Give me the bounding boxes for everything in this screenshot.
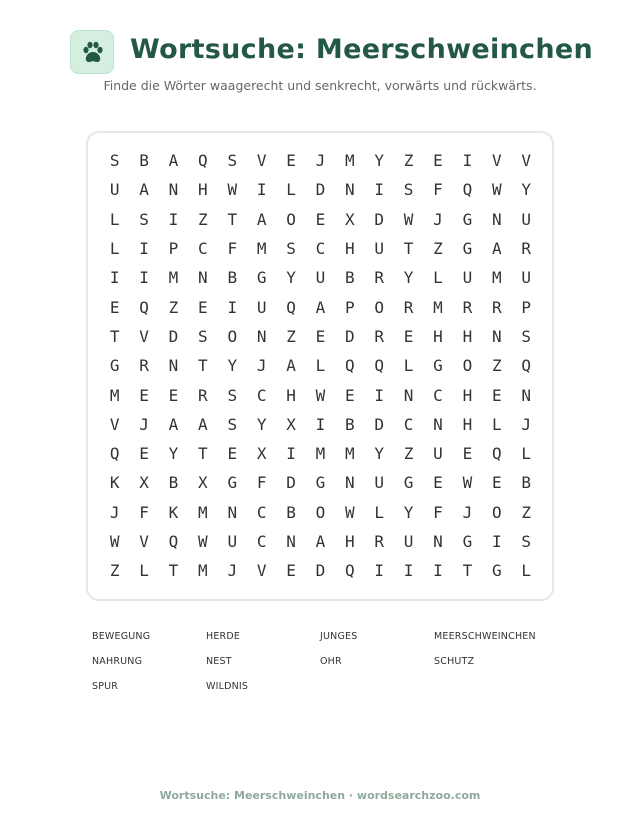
grid-cell[interactable]: R bbox=[374, 532, 385, 551]
grid-cell[interactable]: I bbox=[403, 561, 414, 581]
grid-cell[interactable]: U bbox=[374, 473, 385, 493]
grid-cell[interactable]: E bbox=[139, 385, 149, 405]
grid-cell[interactable]: L bbox=[521, 561, 531, 581]
grid-cell[interactable]: I bbox=[227, 297, 238, 317]
grid-cell[interactable]: J bbox=[139, 414, 149, 434]
grid-cell[interactable]: N bbox=[168, 356, 179, 376]
grid-cell[interactable]: V bbox=[109, 414, 120, 434]
grid-cell[interactable]: L bbox=[521, 444, 531, 464]
grid-cell[interactable]: V bbox=[491, 151, 502, 171]
grid-cell[interactable]: I bbox=[109, 268, 120, 288]
word-list-item: MEERSCHWEINCHEN bbox=[434, 631, 536, 642]
grid-cell[interactable]: X bbox=[286, 414, 296, 434]
grid-cell[interactable]: E bbox=[109, 297, 120, 317]
grid-cell[interactable]: E bbox=[491, 385, 502, 405]
grid-cell[interactable]: D bbox=[286, 473, 296, 493]
grid-cell[interactable]: E bbox=[139, 444, 149, 464]
grid-cell[interactable]: S bbox=[227, 385, 238, 405]
grid-cell[interactable]: G bbox=[491, 561, 502, 581]
grid-cell[interactable]: R bbox=[374, 268, 385, 288]
grid-cell[interactable]: O bbox=[462, 356, 473, 376]
grid-cell[interactable]: E bbox=[345, 385, 355, 405]
grid-cell[interactable]: E bbox=[315, 326, 326, 346]
grid-cell[interactable]: Y bbox=[403, 502, 414, 522]
grid-cell[interactable]: M bbox=[345, 444, 355, 464]
grid-cell[interactable]: W bbox=[109, 532, 120, 551]
grid-cell[interactable]: L bbox=[491, 414, 502, 434]
grid-cell[interactable]: Q bbox=[286, 297, 296, 317]
grid-cell[interactable]: B bbox=[227, 268, 238, 288]
grid-cell[interactable]: B bbox=[286, 502, 296, 522]
grid-cell[interactable]: G bbox=[256, 268, 267, 288]
grid-cell[interactable]: W bbox=[198, 532, 208, 551]
grid-cell[interactable]: B bbox=[345, 268, 355, 288]
grid-cell[interactable]: Q bbox=[491, 444, 502, 464]
grid-cell[interactable]: L bbox=[403, 356, 414, 376]
grid-cell[interactable]: L bbox=[139, 561, 149, 581]
grid-cell[interactable]: T bbox=[198, 356, 208, 376]
grid-cell[interactable]: N bbox=[491, 209, 502, 229]
grid-cell[interactable]: H bbox=[462, 385, 473, 405]
grid-cell[interactable]: W bbox=[403, 209, 414, 229]
grid-cell[interactable]: N bbox=[198, 268, 208, 288]
grid-cell[interactable]: G bbox=[462, 209, 473, 229]
grid-cell[interactable]: U bbox=[433, 444, 443, 464]
grid-cell[interactable]: U bbox=[315, 268, 326, 288]
grid-cell[interactable]: G bbox=[403, 473, 414, 493]
grid-cell[interactable]: Z bbox=[168, 297, 179, 317]
grid-cell[interactable]: I bbox=[433, 561, 443, 581]
grid-cell[interactable]: T bbox=[198, 444, 208, 464]
grid-cell[interactable]: N bbox=[256, 326, 267, 346]
grid-cell[interactable]: S bbox=[109, 151, 120, 171]
grid-cell[interactable]: Q bbox=[462, 180, 473, 200]
grid-cell[interactable]: S bbox=[227, 414, 238, 434]
grid-cell[interactable]: X bbox=[139, 473, 149, 493]
word-list-item: BEWEGUNG bbox=[92, 631, 151, 642]
grid-cell[interactable]: L bbox=[433, 268, 443, 288]
word-list-item: SPUR bbox=[92, 681, 119, 692]
grid-cell[interactable]: I bbox=[491, 532, 502, 551]
grid-cell[interactable]: F bbox=[256, 473, 267, 493]
word-list-item: SCHUTZ bbox=[434, 656, 475, 667]
grid-cell[interactable]: Z bbox=[403, 151, 414, 171]
grid-cell[interactable]: S bbox=[521, 532, 531, 551]
grid-cell[interactable]: R bbox=[139, 356, 149, 376]
grid-cell[interactable]: T bbox=[227, 209, 238, 229]
grid-cell[interactable]: G bbox=[315, 473, 326, 493]
grid-cell[interactable]: H bbox=[345, 532, 355, 551]
grid-cell[interactable]: M bbox=[168, 268, 179, 288]
grid-cell[interactable]: U bbox=[256, 297, 267, 317]
grid-cell[interactable]: I bbox=[286, 444, 296, 464]
grid-cell[interactable]: N bbox=[286, 532, 296, 551]
grid-cell[interactable]: V bbox=[256, 561, 267, 581]
grid-cell[interactable]: N bbox=[433, 532, 443, 551]
grid-cell[interactable]: Q bbox=[109, 444, 120, 464]
paw-icon bbox=[80, 40, 106, 66]
grid-cell[interactable]: N bbox=[433, 414, 443, 434]
word-list-item: WILDNIS bbox=[206, 681, 249, 692]
grid-cell[interactable]: L bbox=[109, 239, 120, 259]
grid-cell[interactable]: F bbox=[227, 239, 238, 259]
grid-cell[interactable]: E bbox=[315, 209, 326, 229]
grid-cell[interactable]: W bbox=[491, 180, 502, 200]
grid-cell[interactable]: J bbox=[315, 151, 326, 171]
grid-cell[interactable]: R bbox=[374, 326, 385, 346]
grid-cell[interactable]: I bbox=[315, 414, 326, 434]
grid-cell[interactable]: E bbox=[286, 561, 296, 581]
grid-cell[interactable]: H bbox=[433, 326, 443, 346]
grid-cell[interactable]: N bbox=[227, 502, 238, 522]
grid-cell[interactable]: W bbox=[462, 473, 473, 493]
grid-cell[interactable]: U bbox=[109, 180, 120, 200]
grid-cell[interactable]: S bbox=[139, 209, 149, 229]
grid-cell[interactable]: D bbox=[374, 414, 385, 434]
grid-cell[interactable]: D bbox=[315, 180, 326, 200]
grid-cell[interactable]: P bbox=[521, 297, 531, 317]
grid-cell[interactable]: Y bbox=[168, 444, 179, 464]
letter-grid bbox=[100, 146, 541, 585]
grid-cell[interactable]: R bbox=[198, 385, 208, 405]
grid-cell[interactable]: U bbox=[403, 532, 414, 551]
grid-cell[interactable]: Q bbox=[521, 356, 531, 376]
grid-cell[interactable]: C bbox=[315, 239, 326, 259]
grid-cell[interactable]: A bbox=[168, 414, 179, 434]
grid-cell[interactable]: J bbox=[109, 502, 120, 522]
grid-cell[interactable]: E bbox=[462, 444, 473, 464]
grid-cell[interactable]: A bbox=[256, 209, 267, 229]
grid-cell[interactable]: T bbox=[109, 326, 120, 346]
grid-cell[interactable]: Y bbox=[227, 356, 238, 376]
grid-cell[interactable]: J bbox=[256, 356, 267, 376]
grid-cell[interactable]: N bbox=[491, 326, 502, 346]
grid-cell[interactable]: B bbox=[521, 473, 531, 493]
grid-cell[interactable]: E bbox=[403, 326, 414, 346]
grid-cell[interactable]: N bbox=[168, 180, 179, 200]
grid-cell[interactable]: Z bbox=[491, 356, 502, 376]
grid-cell[interactable]: P bbox=[168, 239, 179, 259]
grid-cell[interactable]: I bbox=[256, 180, 267, 200]
grid-cell[interactable]: N bbox=[521, 385, 531, 405]
grid-cell[interactable]: A bbox=[491, 239, 502, 259]
grid-cell[interactable]: V bbox=[256, 151, 267, 171]
grid-cell[interactable]: T bbox=[168, 561, 179, 581]
grid-cell[interactable]: J bbox=[521, 414, 531, 434]
header bbox=[0, 28, 640, 76]
grid-cell[interactable]: E bbox=[433, 473, 443, 493]
grid-cell[interactable]: U bbox=[462, 268, 473, 288]
page-title: Wortsuche: Meerschweinchen bbox=[130, 34, 594, 65]
grid-cell[interactable]: R bbox=[403, 297, 414, 317]
grid-cell[interactable]: J bbox=[462, 502, 473, 522]
grid-cell[interactable]: B bbox=[345, 414, 355, 434]
grid-cell[interactable]: C bbox=[403, 414, 414, 434]
grid-cell[interactable]: L bbox=[286, 180, 296, 200]
grid-cell[interactable]: S bbox=[521, 326, 531, 346]
grid-cell[interactable]: R bbox=[462, 297, 473, 317]
grid-cell[interactable]: I bbox=[168, 209, 179, 229]
grid-cell[interactable]: Q bbox=[198, 151, 208, 171]
grid-cell[interactable]: M bbox=[198, 561, 208, 581]
word-list bbox=[92, 631, 574, 706]
grid-cell[interactable]: F bbox=[433, 502, 443, 522]
grid-cell[interactable]: A bbox=[198, 414, 208, 434]
grid-cell[interactable]: C bbox=[433, 385, 443, 405]
grid-cell[interactable]: X bbox=[345, 209, 355, 229]
grid-cell[interactable]: Z bbox=[109, 561, 120, 581]
grid-cell[interactable]: Z bbox=[286, 326, 296, 346]
grid-cell[interactable]: V bbox=[521, 151, 531, 171]
grid-cell[interactable]: C bbox=[198, 239, 208, 259]
grid-cell[interactable]: A bbox=[315, 532, 326, 551]
grid-cell[interactable]: W bbox=[227, 180, 238, 200]
word-list-item: HERDE bbox=[206, 631, 241, 642]
grid-cell[interactable]: Y bbox=[403, 268, 414, 288]
grid-cell[interactable]: Q bbox=[139, 297, 149, 317]
grid-cell[interactable]: O bbox=[227, 326, 238, 346]
grid-cell[interactable]: I bbox=[374, 180, 385, 200]
grid-cell[interactable]: N bbox=[345, 473, 355, 493]
footer: Wortsuche: Meerschweinchen · wordsearchzoo.com bbox=[159, 789, 481, 802]
grid-cell[interactable]: I bbox=[139, 268, 149, 288]
grid-cell[interactable]: L bbox=[109, 209, 120, 229]
grid-cell[interactable]: F bbox=[433, 180, 443, 200]
grid-cell[interactable]: Q bbox=[345, 561, 355, 581]
grid-cell[interactable]: S bbox=[403, 180, 414, 200]
grid-cell[interactable]: Z bbox=[433, 239, 443, 259]
grid-cell[interactable]: C bbox=[256, 502, 267, 522]
grid-cell[interactable]: Q bbox=[374, 356, 385, 376]
grid-cell[interactable]: U bbox=[521, 209, 531, 229]
grid-cell[interactable]: X bbox=[198, 473, 208, 493]
grid-cell[interactable]: M bbox=[109, 385, 120, 405]
grid-cell[interactable]: Z bbox=[403, 444, 414, 464]
grid-cell[interactable]: D bbox=[374, 209, 385, 229]
grid-cell[interactable]: A bbox=[139, 180, 149, 200]
grid-cell[interactable]: D bbox=[315, 561, 326, 581]
grid-cell[interactable]: A bbox=[315, 297, 326, 317]
logo bbox=[70, 30, 114, 74]
grid-cell[interactable]: G bbox=[109, 356, 120, 376]
grid-cell[interactable]: E bbox=[198, 297, 208, 317]
grid-cell[interactable]: G bbox=[227, 473, 238, 493]
grid-cell[interactable]: D bbox=[345, 326, 355, 346]
grid-cell[interactable]: U bbox=[227, 532, 238, 551]
word-list-item: JUNGES bbox=[320, 631, 358, 642]
grid-cell[interactable]: R bbox=[521, 239, 531, 259]
grid-cell[interactable]: I bbox=[374, 385, 385, 405]
word-list-item: NAHRUNG bbox=[92, 656, 143, 667]
grid-cell[interactable]: E bbox=[168, 385, 179, 405]
grid-cell[interactable]: S bbox=[286, 239, 296, 259]
grid-cell[interactable]: O bbox=[374, 297, 385, 317]
grid-cell[interactable]: H bbox=[198, 180, 208, 200]
grid-cell[interactable]: I bbox=[139, 239, 149, 259]
grid-cell[interactable]: L bbox=[374, 502, 385, 522]
grid-cell[interactable]: N bbox=[403, 385, 414, 405]
grid-cell[interactable]: O bbox=[491, 502, 502, 522]
grid-cell[interactable]: C bbox=[256, 385, 267, 405]
grid-cell[interactable]: N bbox=[345, 180, 355, 200]
grid-cell[interactable]: A bbox=[168, 151, 179, 171]
grid-cell[interactable]: Y bbox=[286, 268, 296, 288]
grid-cell[interactable]: X bbox=[256, 444, 267, 464]
grid-cell[interactable]: R bbox=[491, 297, 502, 317]
grid-cell[interactable]: I bbox=[462, 151, 473, 171]
grid-cell[interactable]: T bbox=[403, 239, 414, 259]
grid-cell[interactable]: W bbox=[315, 385, 326, 405]
grid-cell[interactable]: Y bbox=[374, 151, 385, 171]
grid-cell[interactable]: O bbox=[286, 209, 296, 229]
grid-cell[interactable]: U bbox=[521, 268, 531, 288]
word-list-item: NEST bbox=[206, 656, 232, 667]
grid-cell[interactable]: E bbox=[227, 444, 238, 464]
grid-cell[interactable]: M bbox=[256, 239, 267, 259]
grid-cell[interactable]: Y bbox=[521, 180, 531, 200]
grid-cell[interactable]: G bbox=[433, 356, 443, 376]
grid-cell[interactable]: F bbox=[139, 502, 149, 522]
grid-cell[interactable]: Z bbox=[521, 502, 531, 522]
grid-cell[interactable]: E bbox=[286, 151, 296, 171]
grid-cell[interactable]: Y bbox=[374, 444, 385, 464]
grid-cell[interactable]: V bbox=[139, 532, 149, 551]
grid-cell[interactable]: W bbox=[345, 502, 355, 522]
word-list-item: OHR bbox=[320, 656, 342, 667]
grid-cell[interactable]: T bbox=[462, 561, 473, 581]
grid-cell[interactable]: D bbox=[168, 326, 179, 346]
grid-cell[interactable]: U bbox=[374, 239, 385, 259]
grid-cell[interactable]: H bbox=[345, 239, 355, 259]
grid-cell[interactable]: O bbox=[315, 502, 326, 522]
grid-cell[interactable]: M bbox=[491, 268, 502, 288]
grid-cell[interactable]: J bbox=[227, 561, 238, 581]
grid-cell[interactable]: Z bbox=[198, 209, 208, 229]
instructions: Finde die Wörter waagerecht und senkrecht, vorwärts und rückwärts. bbox=[103, 78, 537, 93]
grid-cell[interactable]: S bbox=[198, 326, 208, 346]
grid-cell[interactable]: A bbox=[286, 356, 296, 376]
grid-cell[interactable]: E bbox=[433, 151, 443, 171]
grid-cell[interactable]: H bbox=[462, 414, 473, 434]
grid-cell[interactable]: C bbox=[256, 532, 267, 551]
grid-cell[interactable]: H bbox=[286, 385, 296, 405]
grid-cell[interactable]: G bbox=[462, 239, 473, 259]
grid-cell[interactable]: J bbox=[433, 209, 443, 229]
grid-cell[interactable]: M bbox=[433, 297, 443, 317]
grid-cell[interactable]: M bbox=[345, 151, 355, 171]
grid-cell[interactable]: M bbox=[315, 444, 326, 464]
grid-cell[interactable]: G bbox=[462, 532, 473, 551]
grid-cell[interactable]: K bbox=[168, 502, 179, 522]
grid-cell[interactable]: P bbox=[345, 297, 355, 317]
grid-cell[interactable]: E bbox=[491, 473, 502, 493]
grid-cell[interactable]: Q bbox=[345, 356, 355, 376]
grid-cell[interactable]: S bbox=[227, 151, 238, 171]
grid-cell[interactable]: Q bbox=[168, 532, 179, 551]
grid-cell[interactable]: B bbox=[168, 473, 179, 493]
grid-cell[interactable]: M bbox=[198, 502, 208, 522]
grid-cell[interactable]: B bbox=[139, 151, 149, 171]
grid-cell[interactable]: I bbox=[374, 561, 385, 581]
grid-cell[interactable]: K bbox=[109, 473, 120, 493]
grid-cell[interactable]: Y bbox=[256, 414, 267, 434]
grid-cell[interactable]: L bbox=[315, 356, 326, 376]
grid-cell[interactable]: V bbox=[139, 326, 149, 346]
grid-cell[interactable]: H bbox=[462, 326, 473, 346]
